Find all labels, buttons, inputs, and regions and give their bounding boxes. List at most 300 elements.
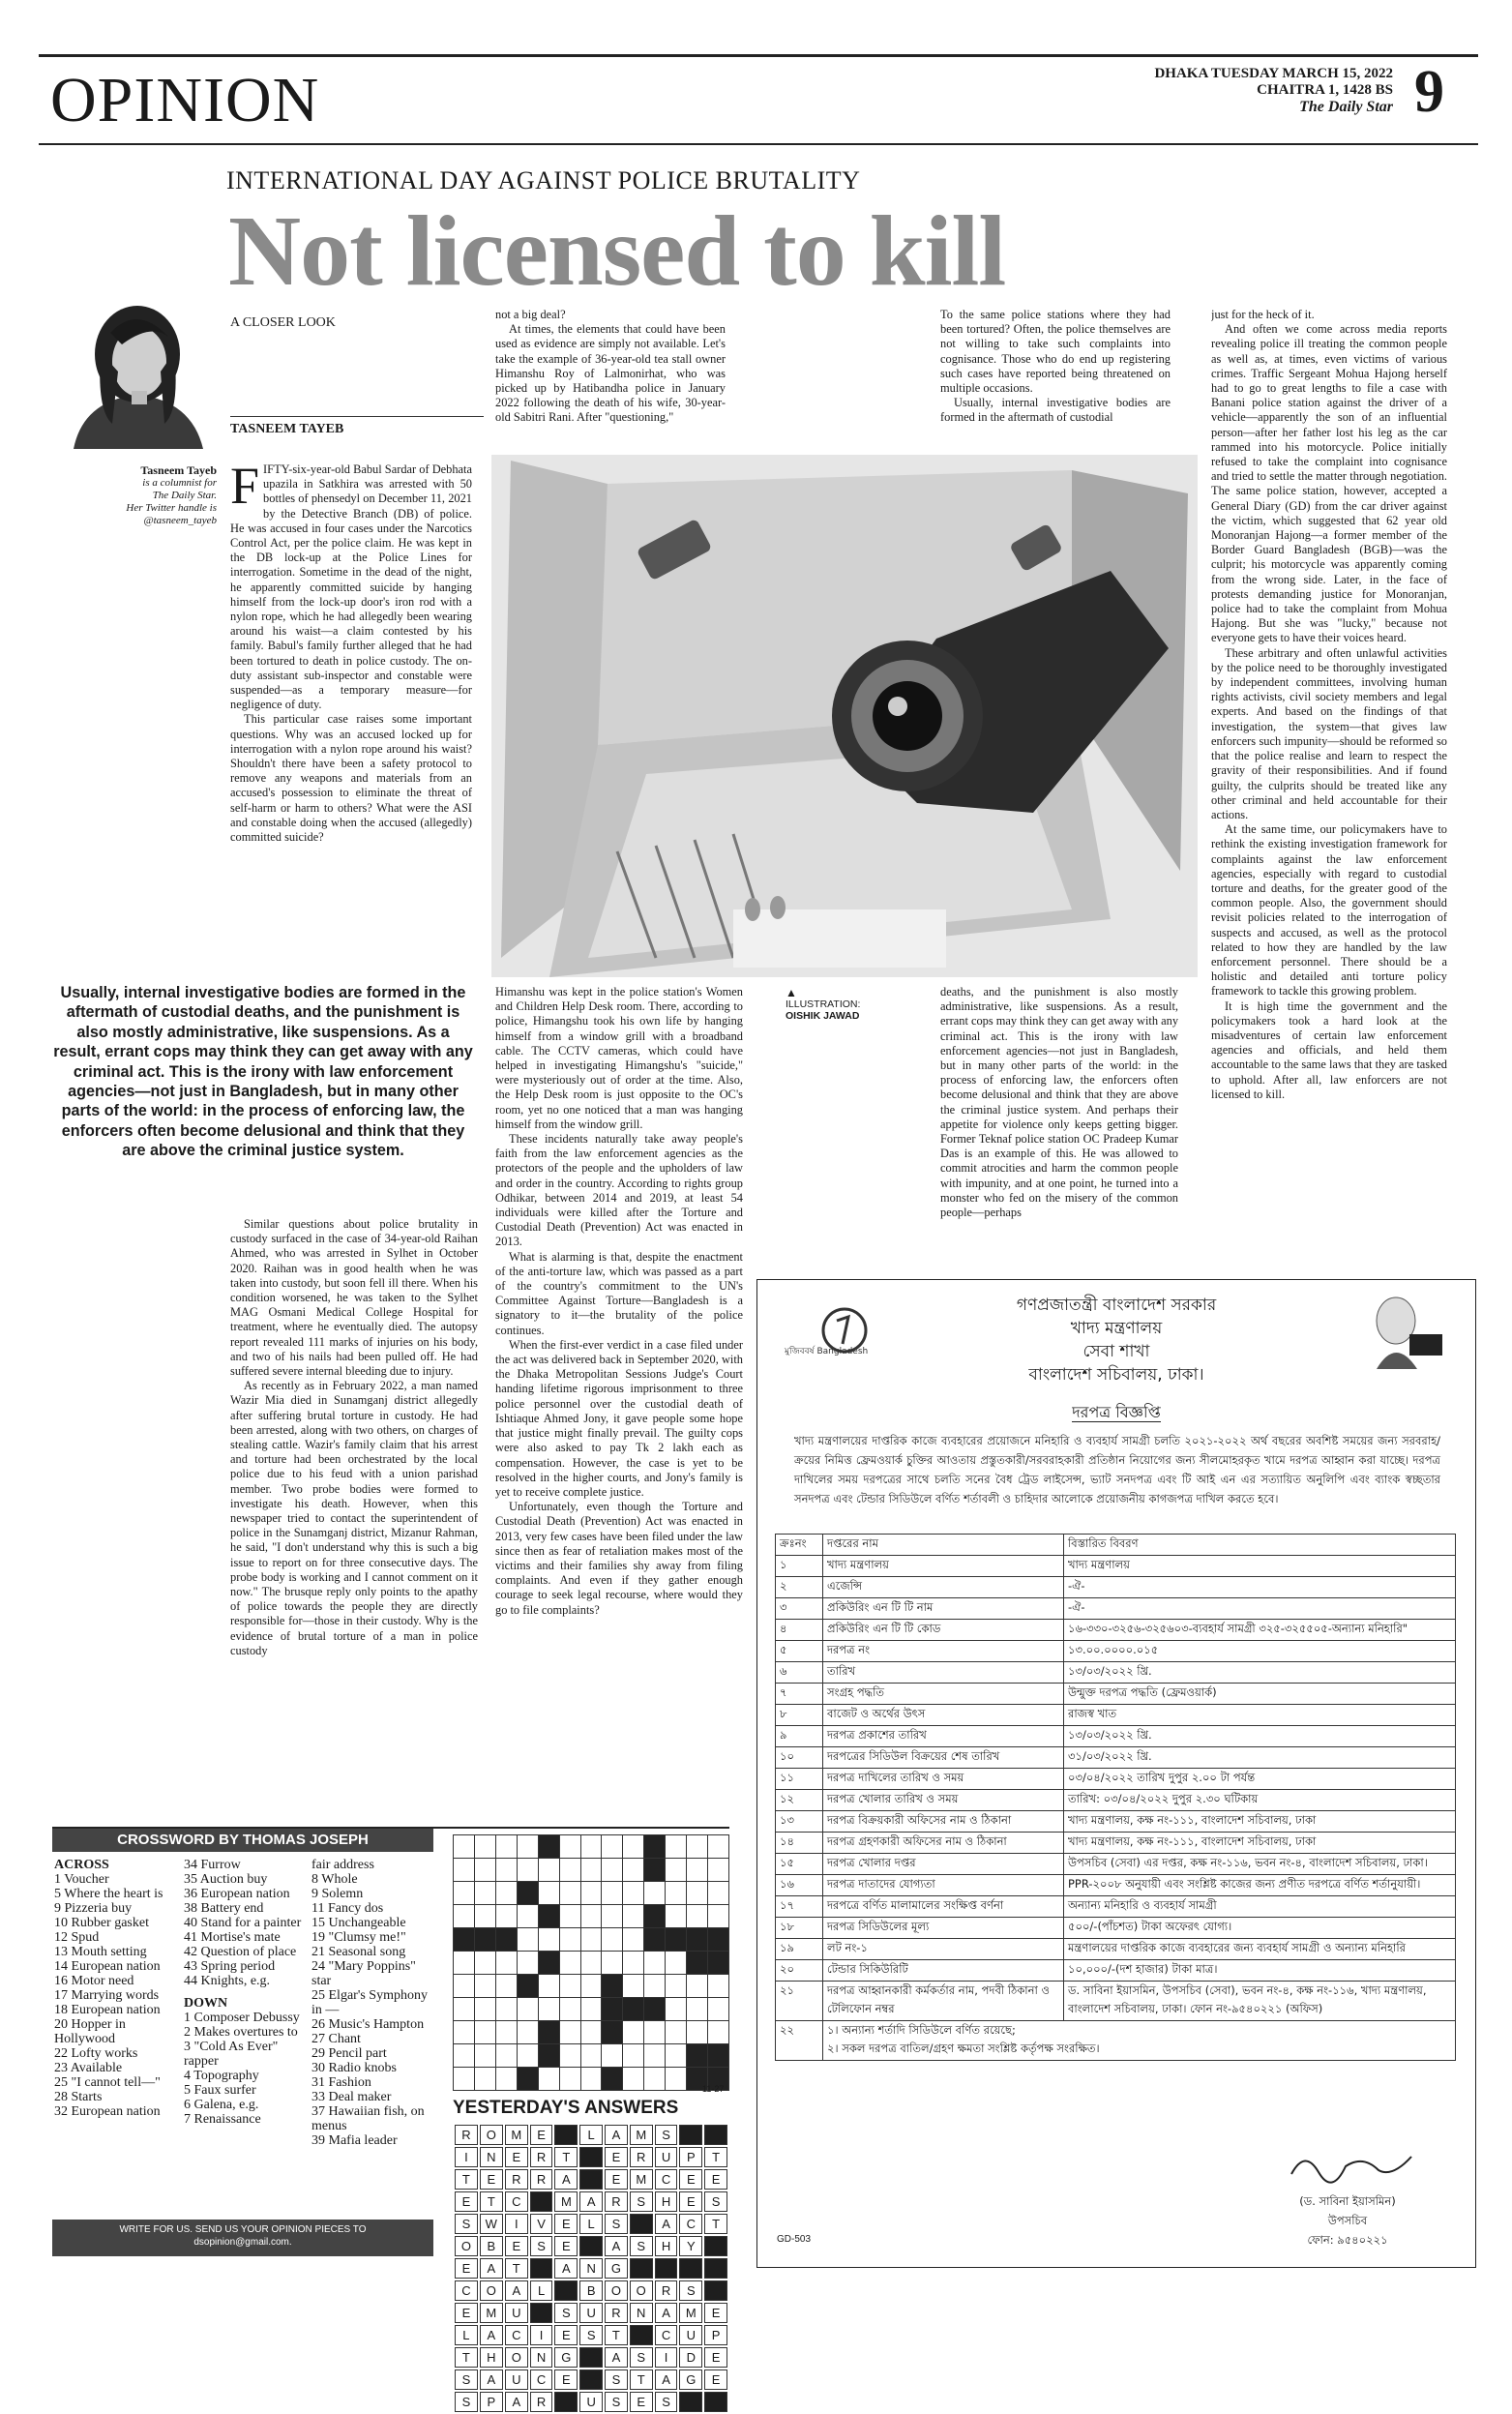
grid-cell[interactable] [687,1998,708,2021]
clue: 15 Unchangeable [311,1916,406,1930]
grid-cell[interactable] [454,1835,475,1859]
signer-name: (ড. সাবিনা ইয়াসমিন) [1299,2194,1396,2208]
grid-cell[interactable] [495,2021,517,2044]
clue: 33 Deal maker [311,2090,392,2104]
answer-block [579,2169,603,2190]
tender-cell: ৩১/০৩/২০২২ খ্রি. [1064,1747,1456,1769]
answer-letter: N [630,2303,653,2323]
grid-cell[interactable] [517,1928,538,1952]
grid-cell[interactable] [474,2021,495,2044]
grid-cell[interactable] [623,2044,644,2068]
grid-cell[interactable] [517,1905,538,1928]
tender-cell: ১০ [776,1747,823,1769]
answer-letter: O [480,2125,503,2145]
bangla-date: CHAITRA 1, 1428 BS [1257,82,1393,98]
answer-letter: I [505,2214,528,2234]
tender-cell: ১৩/০৩/২০২২ খ্রি. [1064,1662,1456,1684]
grid-cell[interactable] [538,1975,559,1998]
grid-cell[interactable] [454,1975,475,1998]
grid-cell[interactable] [666,2068,687,2091]
answer-letter: R [530,2392,553,2412]
grid-cell[interactable] [666,1882,687,1905]
answer-letter: A [480,2369,503,2390]
triangle-icon: ▲ [786,986,797,999]
gd-code: GD-503 [777,2234,812,2245]
grid-block [538,1905,559,1928]
clue: 18 European nation [54,2003,161,2017]
clue: 39 Mafia leader [311,2133,398,2148]
tender-row [776,1854,1456,1875]
tender-cell: ৪ [776,1620,823,1641]
grid-block [644,1859,666,1882]
answer-row [455,2369,727,2390]
paragraph: At times, the elements that could have been used as evidence are simply not available. Let's take the example of 36-year-old tea stall owner Himanshu Roy of Lalmonirhat, who was picked up by Hatibandha police in January 2022 following the death of his wife, 30-year-old Sabitri Rani. After "questioning," [495,322,726,425]
grid-cell[interactable] [602,1859,623,1882]
clue: 7 Renaissance [184,2112,261,2127]
tender-cell: রাজস্ব খাত [1064,1705,1456,1726]
tender-row [776,1939,1456,1960]
answer-letter: H [655,2191,678,2212]
grid-cell[interactable] [495,1952,517,1975]
tender-cell: প্রকিউরিং এন টি টি নাম [823,1598,1064,1620]
grid-cell[interactable] [687,2021,708,2044]
tender-cell: উপসচিব (সেবা) এর দপ্তর, কক্ষ নং-১১৬, ভবন নং-৪, বাংলাদেশ সচিবালয়, ঢাকা। [1064,1854,1456,1875]
paragraph: These arbitrary and often unlawful activities by the police need to be thoroughly investigated by independent committees, involving human rights activists, civil society members and legal experts. And based on the findings of that investigation, the system—that gives law enforcers such impunity—should be reformed so that the police realise and learn to respect the gravity of their responsibilities. And if found guilty, the culprits should be treated like any other criminal and held accountable for their actions. [1211,645,1447,821]
grid-block [687,2044,708,2068]
grid-block [602,1998,623,2021]
grid-cell[interactable] [580,2068,602,2091]
answer-letter: N [480,2147,503,2167]
grid-cell[interactable] [495,1859,517,1882]
grid-cell[interactable] [687,1905,708,1928]
grid-cell[interactable] [517,1835,538,1859]
grid-cell[interactable] [559,1905,580,1928]
tender-cell: দরপত্রের সিডিউল বিক্রয়ের শেষ তারিখ [823,1747,1064,1769]
grid-cell[interactable] [474,2068,495,2091]
answer-letter: U [505,2303,528,2323]
article-column-3-top [940,308,1171,449]
grid-cell[interactable] [708,1998,729,2021]
grid-cell[interactable] [580,2044,602,2068]
answer-letter: C [530,2369,553,2390]
tender-cell: ১। অন্যান্য শর্তাদি সিডিউলে বর্ণিত রয়েছে; ২। সকল দরপত্র বাতিল/গ্রহণ ক্ষমতা সংশ্লিষ্ট কর্তৃপক্ষ সংরক্ষিত। [823,2021,1456,2061]
answer-row [455,2258,727,2279]
grid-cell[interactable] [666,1835,687,1859]
grid-cell[interactable] [559,1835,580,1859]
answer-letter: S [605,2392,628,2412]
answer-letter: P [679,2147,702,2167]
grid-cell[interactable] [559,1928,580,1952]
grid-cell[interactable] [644,1882,666,1905]
answer-letter: T [704,2214,727,2234]
grid-cell[interactable] [623,2068,644,2091]
grid-cell[interactable] [602,2044,623,2068]
grid-cell[interactable] [708,1882,729,1905]
answer-letter: S [530,2236,553,2256]
clue: 22 Lofty works [54,2046,138,2061]
grid-cell[interactable] [687,1975,708,1998]
grid-cell[interactable] [708,1905,729,1928]
answer-letter: S [655,2392,678,2412]
paper-name: The Daily Star [1299,99,1393,115]
answer-row [455,2325,727,2345]
answer-block [554,2392,578,2412]
grid-cell[interactable] [454,1952,475,1975]
clue: 9 Pizzeria buy [54,1901,133,1916]
answer-letter: T [480,2191,503,2212]
paragraph: Himanshu was kept in the police station's Women and Children Help Desk room. There, according to police, Himangshu took his own life by hanging himself from a window grill with a broadband cable. The CCTV cameras, which could have helped in investigating Himangshu's "suicide," were mysteriously out of order at the time. Also, the Help Desk room is just opposite to the OC's room, yet no one noticed that a man was hanging himself from the window grill. [495,985,743,1131]
answer-letter: E [505,2147,528,2167]
grid-cell[interactable] [538,1998,559,2021]
crossword-grid[interactable] [453,1834,729,2091]
grid-cell[interactable] [602,1905,623,1928]
answers-grid [453,2123,729,2414]
tender-cell: ২ [776,1577,823,1598]
answer-letter: S [554,2303,578,2323]
grid-cell[interactable] [666,1975,687,1998]
article-column-3-bottom [940,985,1178,1275]
answer-block [579,2147,603,2167]
dateline [1103,66,1393,115]
tender-cell: ১৩.০০.০০০০.০১৫ [1064,1641,1456,1662]
grid-cell[interactable] [517,1998,538,2021]
answer-block [579,2369,603,2390]
answer-letter: E [605,2169,628,2190]
ministry-name: খাদ্য মন্ত্রণালয় [1070,1319,1163,1338]
paragraph: To the same police stations where they had been tortured? Often, the police themselves are not willing to take such complaints into cognisance. Those who do end up registering such cases have reported being threatened on multiple occasions. [940,308,1171,396]
tender-row [776,1811,1456,1833]
signer-phone: ফোন: ৯৫৪০২২১ [1307,2233,1388,2247]
tender-cell: দরপত্রে বর্ণিত মালামালের সংক্ষিপ্ত বর্ণনা [823,1896,1064,1918]
bio-name: Tasneem Tayeb [140,463,217,477]
grid-cell[interactable] [644,2044,666,2068]
answer-letter: V [530,2214,553,2234]
clue: 1 Voucher [54,1872,109,1887]
grid-cell[interactable] [708,1835,729,1859]
grid-cell[interactable] [474,1952,495,1975]
tender-cell: ১৭ [776,1896,823,1918]
clue: 3 "Cold As Ever" rapper [184,2040,279,2069]
clue: 2 Makes overtures to [184,2025,298,2040]
answer-letter: D [679,2347,702,2368]
grid-cell[interactable] [623,2021,644,2044]
grid-cell[interactable] [580,2021,602,2044]
answer-letter: E [605,2147,628,2167]
clue: 9 Solemn [311,1887,364,1901]
tender-cell: ১১ [776,1769,823,1790]
grid-cell[interactable] [559,1859,580,1882]
down-heading: DOWN [184,1996,228,2011]
grid-cell[interactable] [623,1952,644,1975]
grid-cell[interactable] [517,2021,538,2044]
tender-row [776,1896,1456,1918]
tender-row [776,1747,1456,1769]
grid-cell[interactable] [538,1859,559,1882]
answer-letter: M [554,2191,578,2212]
section-title: OPINION [50,65,320,135]
answer-letter: A [579,2191,603,2212]
answer-row [455,2147,727,2167]
answer-letter: R [605,2191,628,2212]
answer-letter: C [679,2214,702,2234]
answer-row [455,2236,727,2256]
grid-cell[interactable] [666,1859,687,1882]
answer-block [704,2258,727,2279]
grid-cell[interactable] [495,1835,517,1859]
answer-letter: C [655,2325,678,2345]
tender-cell: অন্যান্য মনিহারি ও ব্যবহার্য সামগ্রী [1064,1896,1456,1918]
answer-letter: L [530,2280,553,2301]
clue: 10 Rubber gasket [54,1916,149,1930]
grid-cell[interactable] [623,1928,644,1952]
grid-block [644,1998,666,2021]
paragraph: As recently as in February 2022, a man named Wazir Mia died in Sunamganj district allegedly after suffering brutal torture in custody. He had been arrested, along with two others, on charges of stealing cattle. Wazir's family claim that his arrest and torture had been orchestrated by the local police due to his feud with a union parishad member. Two probe bodies were formed to investigate his death. However, when this newspaper tried to contact the superintendent of police in the Sunamganj district, Mizanur Rahman, he said, "I don't understand why this is such a big issue to report on for three consecutive days. The probe body is working and I cannot comment on it now." The brusque reply only points to the apathy of police towards the people they are directly responsible for—those in their custody. Why is the evidence of brutal torture of a man in police custody [230,1379,478,1657]
answer-letter: C [655,2169,678,2190]
paragraph: Similar questions about police brutality in custody surfaced in the case of 34-year-old Raihan Ahmed, who was arrested in Sylhet in October 2020. Raihan was in good health when he was taken into custody, but soon fell ill there. When his condition worsened, he was taken to the Sylhet MAG Osmani Medical College Hospital for treatment, where he eventually died. The autopsy report revealed 111 marks of injuries on his body, and two of his nails had been pulled off. He had suffered severe internal bleeding due to injury. [230,1217,478,1379]
tender-cell: তারিখ: ০৩/০৪/২০২২ দুপুর ২.৩০ ঘটিকায় [1064,1790,1456,1811]
answer-letter: S [655,2125,678,2145]
tender-cell: দরপত্র বিক্রয়কারী অফিসের নাম ও ঠিকানা [823,1811,1064,1833]
grid-cell[interactable] [454,2044,475,2068]
grid-cell[interactable] [623,1859,644,1882]
grid-cell[interactable] [580,1998,602,2021]
grid-cell[interactable] [559,1975,580,1998]
answer-letter: S [630,2347,653,2368]
tender-cell: প্রকিউরিং এন টি টি কোড [823,1620,1064,1641]
grid-cell[interactable] [602,1835,623,1859]
email-link[interactable]: dsopinion@gmail.com. [193,2237,292,2248]
tender-cell: দরপত্র দাতাদের যোগ্যতা [823,1875,1064,1896]
grid-block [538,2021,559,2044]
across-heading: ACROSS [54,1858,109,1872]
paragraph: This particular case raises some important questions. Why was an accused locked up for interrogation with a nylon rope around his waist? Shouldn't there have been a safety protocol to remove any weapons and materials from an accused's possession to eliminate the threat of self-harm or harm to others? What were the ASI and constable doing when the accused (allegedly) committed suicide? [230,712,472,845]
grid-cell[interactable] [580,1928,602,1952]
grid-cell[interactable] [559,2021,580,2044]
grid-table[interactable] [453,1834,729,2091]
grid-cell[interactable] [538,1882,559,1905]
grid-cell[interactable] [559,1882,580,1905]
answer-letter: S [605,2369,628,2390]
grid-cell[interactable] [454,1882,475,1905]
clue: 34 Furrow [184,1858,241,1872]
grid-cell[interactable] [454,1998,475,2021]
grid-cell[interactable] [517,1859,538,1882]
grid-cell[interactable] [538,1928,559,1952]
grid-cell[interactable] [602,1952,623,1975]
credit-label: ILLUSTRATION: [786,998,861,1010]
grid-cell[interactable] [644,1975,666,1998]
grid-cell[interactable] [644,2068,666,2091]
grid-cell[interactable] [580,1952,602,1975]
answer-letter: E [455,2258,478,2279]
clue: 32 European nation [54,2104,161,2119]
answer-row [455,2280,727,2301]
grid-cell[interactable] [474,1835,495,1859]
answer-letter: S [630,2191,653,2212]
grid-cell[interactable] [623,1975,644,1998]
answer-letter: E [505,2236,528,2256]
tender-row [776,1790,1456,1811]
grid-cell[interactable] [580,1975,602,1998]
grid-cell[interactable] [495,1882,517,1905]
grid-cell[interactable] [495,2068,517,2091]
paragraph: At the same time, our policymakers have to rethink the existing investigation framework for complaints against the law enforcement agencies, especially with regard to custodial torture and deaths, for the greater good of the common people. Also, the government should revisit policies related to the interrogation of suspects and accused, as well as the protocol related to how they are handled by the law enforcement personnel. There should be a holistic and detailed anti torture policy framework to tackle this growing problem. [1211,822,1447,998]
tender-cell: দরপত্র প্রকাশের তারিখ [823,1726,1064,1747]
grid-block [474,1928,495,1952]
answer-letter: O [605,2280,628,2301]
grid-cell[interactable] [666,1952,687,1975]
tender-row [776,1535,1456,1556]
tender-cell: ৫০০/-(পাঁচশত) টাকা অফেরৎ যোগ্য। [1064,1918,1456,1939]
grid-cell[interactable] [474,2044,495,2068]
tender-cell: ১৫ [776,1854,823,1875]
answer-block [704,2280,727,2301]
grid-cell[interactable] [602,1928,623,1952]
answer-letter: U [579,2303,603,2323]
grid-block [644,1928,666,1952]
tender-cell: খাদ্য মন্ত্রণালয় [1064,1556,1456,1577]
answer-letter: S [630,2236,653,2256]
grid-block [602,2068,623,2091]
top-rule [39,54,1478,57]
grid-cell[interactable] [495,2044,517,2068]
tender-cell: ১৩ [776,1811,823,1833]
grid-block [517,1882,538,1905]
grid-cell[interactable] [708,1859,729,1882]
grid-cell[interactable] [580,1882,602,1905]
grid-cell[interactable] [623,1835,644,1859]
answer-block [704,2125,727,2145]
answer-letter: O [630,2280,653,2301]
answer-letter: A [655,2303,678,2323]
answer-block [530,2303,553,2323]
answer-letter: I [655,2347,678,2368]
grid-cell[interactable] [580,1859,602,1882]
grid-cell[interactable] [644,1952,666,1975]
grid-cell[interactable] [602,1882,623,1905]
tender-row [776,1641,1456,1662]
grid-cell[interactable] [474,1905,495,1928]
grid-cell[interactable] [559,1952,580,1975]
answer-letter: S [455,2214,478,2234]
answer-block [554,2280,578,2301]
grid-block [538,2044,559,2068]
paragraph: These incidents naturally take away people's faith from the law enforcement agencies as the protectors of the people and the upholders of law and order in the country. According to rights group Odhikar, between 2014 and 2019, at least 54 individuals were killed after the Torture and Custodial Death (Prevention) Act was enacted in 2013. [495,1132,743,1249]
answer-letter: E [704,2169,727,2190]
grid-cell[interactable] [623,1905,644,1928]
grid-cell[interactable] [517,1952,538,1975]
grid-cell[interactable] [666,1998,687,2021]
clue: 42 Question of place [184,1945,297,1959]
grid-block [708,1928,729,1952]
grid-cell[interactable] [666,2021,687,2044]
answer-letter: A [505,2392,528,2412]
answer-letter: M [630,2125,653,2145]
grid-block [708,2044,729,2068]
grid-cell[interactable] [580,1905,602,1928]
clue: 31 Fashion [311,2075,371,2090]
grid-cell[interactable] [474,1998,495,2021]
footer-line: WRITE FOR US. SEND US YOUR OPINION PIECES TO [119,2224,367,2235]
grid-cell[interactable] [474,1975,495,1998]
tender-cell: ১৩/০৩/২০২২ খ্রি. [1064,1726,1456,1747]
grid-cell[interactable] [454,1859,475,1882]
tender-cell: লট নং-১ [823,1939,1064,1960]
answer-letter: T [704,2147,727,2167]
answer-letter: A [480,2258,503,2279]
grid-block [517,1975,538,1998]
answer-letter: W [480,2214,503,2234]
answer-letter: R [630,2147,653,2167]
grid-cell[interactable] [474,1882,495,1905]
tender-cell: ৯ [776,1726,823,1747]
tender-cell: ০৩/০৪/২০২২ তারিখ দুপুর ২.০০ টা পর্যন্ত [1064,1769,1456,1790]
answer-letter: N [530,2347,553,2368]
answer-letter: E [554,2369,578,2390]
grid-cell[interactable] [454,2068,475,2091]
clue: 5 Faux surfer [184,2083,256,2098]
grid-cell[interactable] [495,1975,517,1998]
grid-cell[interactable] [559,2044,580,2068]
answers-table [453,2123,729,2414]
answer-letter: S [455,2392,478,2412]
answer-block [579,2347,603,2368]
answer-letter: G [554,2347,578,2368]
illustration [491,455,1198,977]
grid-cell[interactable] [495,1998,517,2021]
answer-row [455,2191,727,2212]
clue: 8 Whole [311,1872,358,1887]
answer-block [554,2125,578,2145]
tender-cell: দরপত্র খোলার তারিখ ও সময় [823,1790,1064,1811]
grid-cell[interactable] [666,1905,687,1928]
grid-cell[interactable] [623,1882,644,1905]
answer-letter: E [480,2169,503,2190]
answer-block [630,2325,653,2345]
tender-cell: ১০,০০০/-(দশ হাজার) টাকা মাত্র। [1064,1960,1456,1982]
grid-cell[interactable] [538,2068,559,2091]
grid-cell[interactable] [687,1882,708,1905]
answer-letter: S [455,2369,478,2390]
grid-cell[interactable] [454,2021,475,2044]
grid-cell[interactable] [474,1859,495,1882]
clue: 5 Where the heart is [54,1887,163,1901]
grid-block [454,1928,475,1952]
answer-letter: B [480,2236,503,2256]
grid-cell[interactable] [687,1835,708,1859]
tender-cell: -ঐ- [1064,1598,1456,1620]
answer-letter: R [455,2125,478,2145]
grid-cell[interactable] [708,1975,729,1998]
grid-cell[interactable] [708,2021,729,2044]
article-column-4 [1211,308,1447,1310]
grid-cell[interactable] [454,1905,475,1928]
answer-letter: U [655,2147,678,2167]
grid-cell[interactable] [687,1859,708,1882]
answer-letter: L [579,2214,603,2234]
grid-cell[interactable] [495,1905,517,1928]
clue: 14 European nation [54,1959,161,1974]
grid-cell[interactable] [666,2044,687,2068]
answer-letter: M [505,2125,528,2145]
grid-cell[interactable] [580,1835,602,1859]
grid-cell[interactable] [644,2021,666,2044]
grid-cell[interactable] [559,1998,580,2021]
tender-cell: দপ্তরের নাম [823,1535,1064,1556]
grid-cell[interactable] [559,2068,580,2091]
tender-cell: ২০ [776,1960,823,1982]
grid-cell[interactable] [517,2044,538,2068]
